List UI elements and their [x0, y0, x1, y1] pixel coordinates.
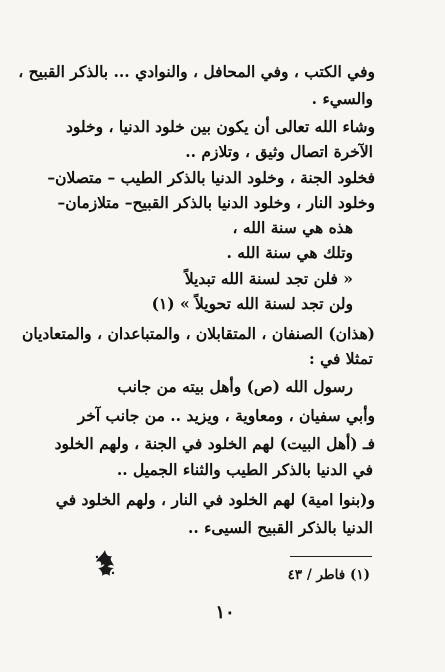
- text-line: فـ (أهل البيت) لهم الخلود في الجنة ، ولهم الخلود: [54, 434, 375, 453]
- text-line: وأبي سفيان ، ومعاوية ، ويزيد .. من جانب آخر: [77, 406, 375, 425]
- text-line: رسول الله (ص) وأهل بيته من جانب: [117, 377, 353, 396]
- text-line: وشاء الله تعالى أن يكون بين خلود الدنيا ، وخلود: [65, 117, 375, 136]
- text-line: تمثلا في :: [308, 349, 373, 368]
- footnote-divider: [290, 556, 372, 557]
- decorative-fleuron-icon: [92, 548, 118, 578]
- text-line: وفي الكتب ، وفي المحافل ، والنوادي ... بالذكر القبيح ،: [18, 62, 375, 81]
- text-line: « فلن تجد لسنة الله تبديلاً: [184, 269, 353, 288]
- text-line: فخلود الجنة ، وخلود الدنيا بالذكر الطيب – متصلان–: [47, 168, 375, 187]
- text-line: هذه هي سنة الله ،: [232, 218, 353, 237]
- text-line: والسيء .: [311, 89, 373, 108]
- text-line: الآخرة اتصال وثيق ، وتلازم ..: [185, 142, 373, 161]
- text-line: في الدنيا بالذكر الطيب والثناء الجميل ..: [116, 460, 373, 479]
- page-number: ١٠: [215, 602, 235, 623]
- footnote: (١) فاطر / ٤٣: [287, 567, 370, 583]
- text-line: الدنيا بالذكر القبيح السيىء ..: [187, 518, 373, 537]
- text-line: وتلك هي سنة الله .: [226, 243, 353, 262]
- text-line: و(بنوا امية) لهم الخلود في النار ، ولهم الخلود في: [55, 490, 375, 509]
- text-line: (هذان) الصنفان ، المتقابلان ، والمتباعدان ، والمتعاديان: [21, 324, 375, 343]
- text-line: وخلود النار ، وخلود الدنيا بالذكر القبيح– متلازمان–: [57, 193, 375, 212]
- text-line: ولن تجد لسنة الله تحويلاً » (١): [151, 294, 353, 313]
